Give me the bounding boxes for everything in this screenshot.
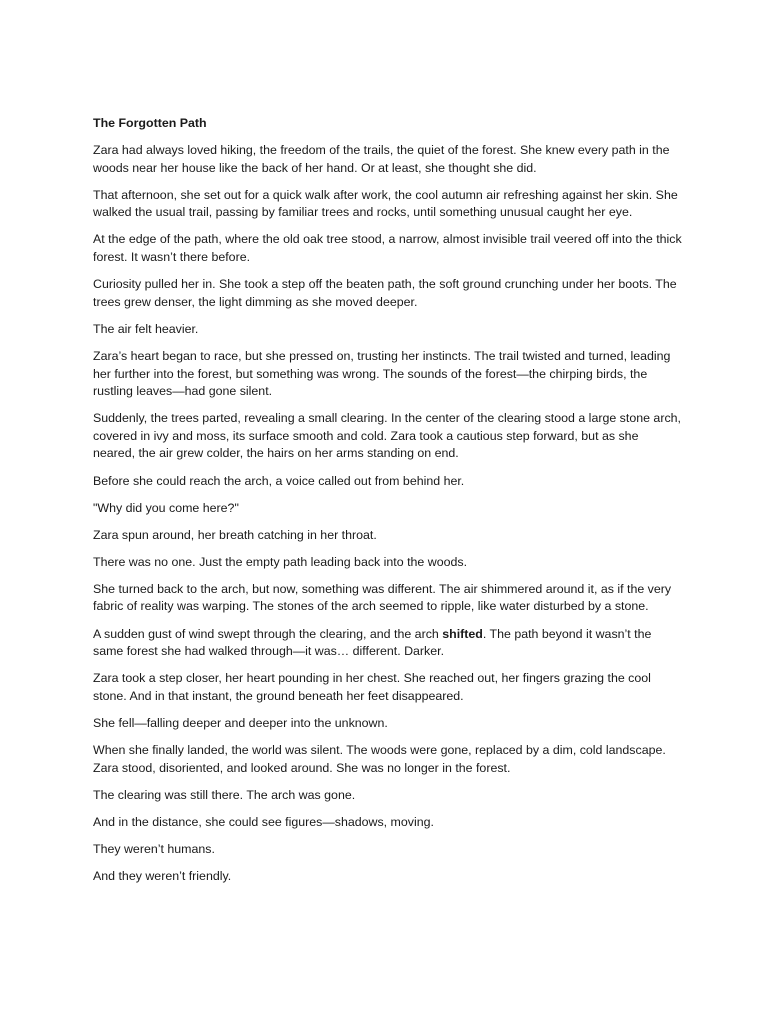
paragraph: Suddenly, the trees parted, revealing a small clearing. In the center of the clearing stood a large stone arch, covered in ivy and moss, its surface smooth and cold. Zara took a cautious step forward, but as she neared, the air grew colder, the hairs on her arms standing on end. bbox=[93, 411, 681, 461]
paragraph: The clearing was still there. The arch was gone. bbox=[93, 787, 356, 802]
emphasized-word: shifted bbox=[442, 626, 483, 641]
document-body bbox=[93, 115, 683, 895]
paragraph: They weren’t humans. bbox=[93, 841, 215, 856]
paragraph: Zara spun around, her breath catching in her throat. bbox=[93, 527, 377, 542]
paragraph: The air felt heavier. bbox=[93, 321, 199, 336]
paragraph: Zara’s heart began to race, but she pressed on, trusting her instincts. The trail twisted and turned, leading her further into the forest, but something was wrong. The sounds of the forest—the chirping birds, the rustling leaves—had gone silent. bbox=[93, 348, 671, 399]
paragraph: At the edge of the path, where the old oak tree stood, a narrow, almost invisible trail veered off into the thick forest. It wasn’t there before. bbox=[93, 232, 682, 265]
paragraph-text: . The path beyond it wasn’t the same forest she had walked through—it was… different. Darker. bbox=[93, 626, 652, 659]
paragraph: She turned back to the arch, but now, something was different. The air shimmered around it, as if the very fabric of reality was warping. The stones of the arch seemed to ripple, like water disturbed by a stone. bbox=[93, 581, 672, 614]
paragraph: Before she could reach the arch, a voice called out from behind her. bbox=[93, 473, 465, 488]
paragraph: And in the distance, she could see figures—shadows, moving. bbox=[93, 814, 434, 829]
document-title: The Forgotten Path bbox=[93, 116, 207, 130]
paragraph: "Why did you come here?" bbox=[93, 500, 239, 515]
paragraph: Zara had always loved hiking, the freedom of the trails, the quiet of the forest. She knew every path in the woods near her house like the back of her hand. Or at least, she thought she did. bbox=[93, 143, 670, 175]
paragraph: Curiosity pulled her in. She took a step off the beaten path, the soft ground crunching under her boots. The trees grew denser, the light dimming as she moved deeper. bbox=[93, 277, 677, 309]
paragraph-text: A sudden gust of wind swept through the clearing, and the arch bbox=[93, 626, 443, 641]
paragraph: When she finally landed, the world was silent. The woods were gone, replaced by a dim, cold landscape. Zara stood, disoriented, and looked around. She was no longer in the forest. bbox=[93, 743, 666, 775]
paragraph: That afternoon, she set out for a quick walk after work, the cool autumn air refreshing against her skin. She walked the usual trail, passing by familiar trees and rocks, until something unusual caught her eye. bbox=[93, 187, 678, 220]
paragraph-shifted bbox=[93, 626, 683, 661]
paragraph: There was no one. Just the empty path leading back into the woods. bbox=[93, 554, 468, 569]
paragraph: And they weren’t friendly. bbox=[93, 869, 232, 883]
paragraph: She fell—falling deeper and deeper into the unknown. bbox=[93, 715, 388, 730]
paragraph: Zara took a step closer, her heart pounding in her chest. She reached out, her fingers grazing the cool stone. And in that instant, the ground beneath her feet disappeared. bbox=[93, 671, 651, 703]
